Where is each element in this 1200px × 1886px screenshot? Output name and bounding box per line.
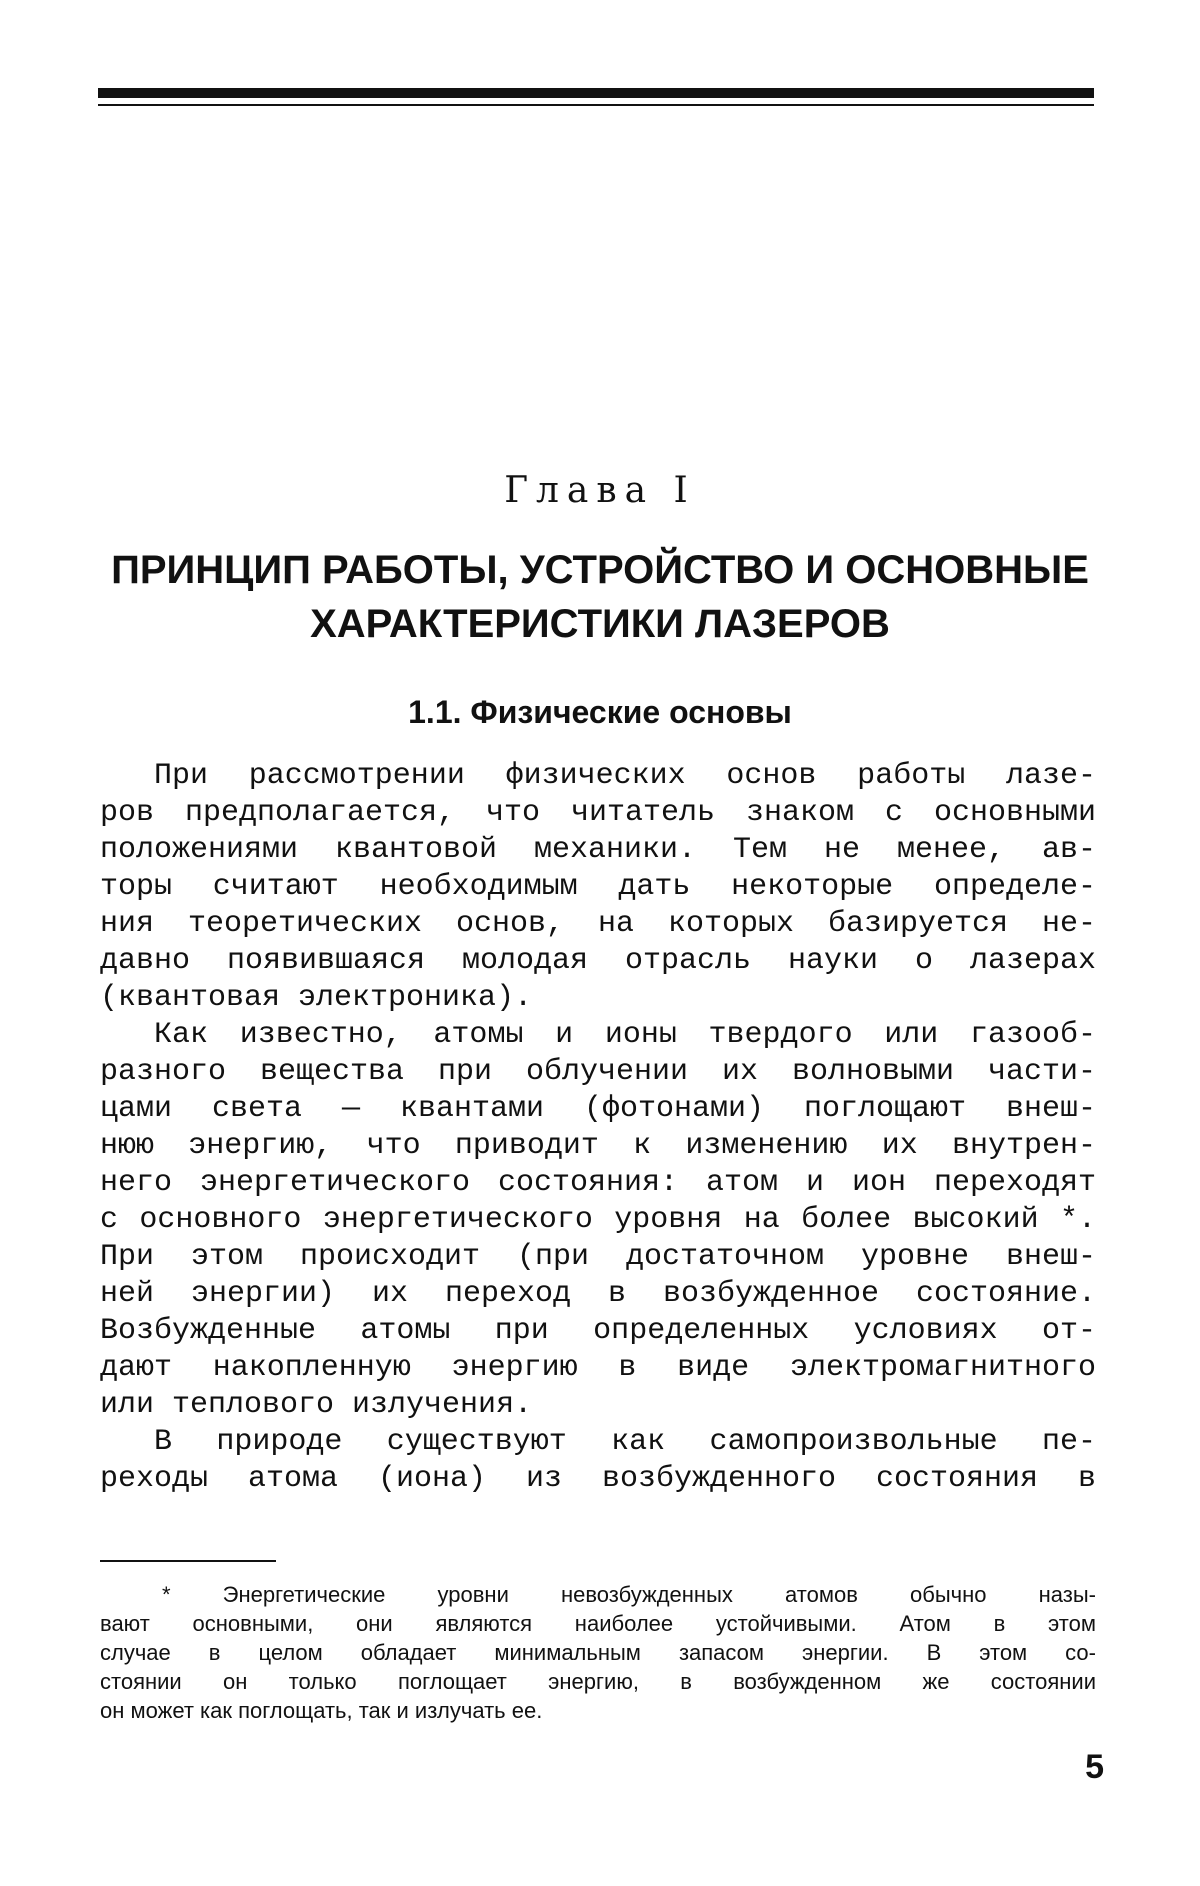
footnote-rule [100, 1560, 276, 1562]
paragraph-1-line: давно появившаяся молодая отрасль науки о лазерах [100, 943, 1096, 980]
header-rule-thin [98, 104, 1094, 106]
paragraph-2-line: Возбужденные атомы при определенных условиях от- [100, 1313, 1096, 1350]
paragraph-2-line: дают накопленную энергию в виде электромагнитного [100, 1350, 1096, 1387]
paragraph-2-line: При этом происходит (при достаточном уровне внеш- [100, 1239, 1096, 1276]
paragraph-1-line: положениями квантовой механики. Тем не менее, ав- [100, 832, 1096, 869]
paragraph-1-line: При рассмотрении физических основ работы лазе- [100, 758, 1096, 795]
page-number: 5 [1064, 1748, 1104, 1787]
footnote-line: случае в целом обладает минимальным запасом энергии. В этом со- [100, 1638, 1096, 1667]
paragraph-3-line: В природе существуют как самопроизвольные пе- [100, 1424, 1096, 1461]
paragraph-1-line: торы считают необходимым дать некоторые определе- [100, 869, 1096, 906]
paragraph-1-line: (квантовая электроника). [100, 980, 1096, 1017]
chapter-title [100, 543, 1100, 651]
paragraph-2-line: или теплового излучения. [100, 1387, 1096, 1424]
paragraph-2-line: цами света — квантами (фотонами) поглощают внеш- [100, 1091, 1096, 1128]
paragraph-2-line: него энергетического состояния: атом и ион переходят [100, 1165, 1096, 1202]
paragraph-2-line: Как известно, атомы и ионы твердого или газооб- [100, 1017, 1096, 1054]
footnote-line: стоянии он только поглощает энергию, в возбужденном же состоянии [100, 1667, 1096, 1696]
paragraph-1-line: ния теоретических основ, на которых базируется не- [100, 906, 1096, 943]
paragraph-2-line: разного вещества при облучении их волновыми части- [100, 1054, 1096, 1091]
book-page [0, 0, 1200, 1886]
paragraph-2-line: с основного энергетического уровня на более высокий *. [100, 1202, 1096, 1239]
paragraph-2-line: нюю энергию, что приводит к изменению их внутрен- [100, 1128, 1096, 1165]
footnote [100, 1580, 1096, 1725]
footnote-line: вают основными, они являются наиболее устойчивыми. Атом в этом [100, 1609, 1096, 1638]
section-heading: 1.1. Физические основы [0, 694, 1200, 731]
body-text [100, 758, 1096, 1498]
paragraph-3-line: реходы атома (иона) из возбужденного состояния в [100, 1461, 1096, 1498]
footnote-line: * Энергетические уровни невозбужденных атомов обычно назы- [100, 1580, 1096, 1609]
paragraph-2-line: ней энергии) их переход в возбужденное состояние. [100, 1276, 1096, 1313]
footnote-line: он может как поглощать, так и излучать ее. [100, 1696, 1096, 1725]
chapter-title-line: ХАРАКТЕРИСТИКИ ЛАЗЕРОВ [100, 597, 1100, 651]
header-rule-thick [98, 88, 1094, 98]
chapter-title-line: ПРИНЦИП РАБОТЫ, УСТРОЙСТВО И ОСНОВНЫЕ [100, 543, 1100, 597]
chapter-label: Глава I [0, 470, 1200, 511]
paragraph-1-line: ров предполагается, что читатель знаком с основными [100, 795, 1096, 832]
